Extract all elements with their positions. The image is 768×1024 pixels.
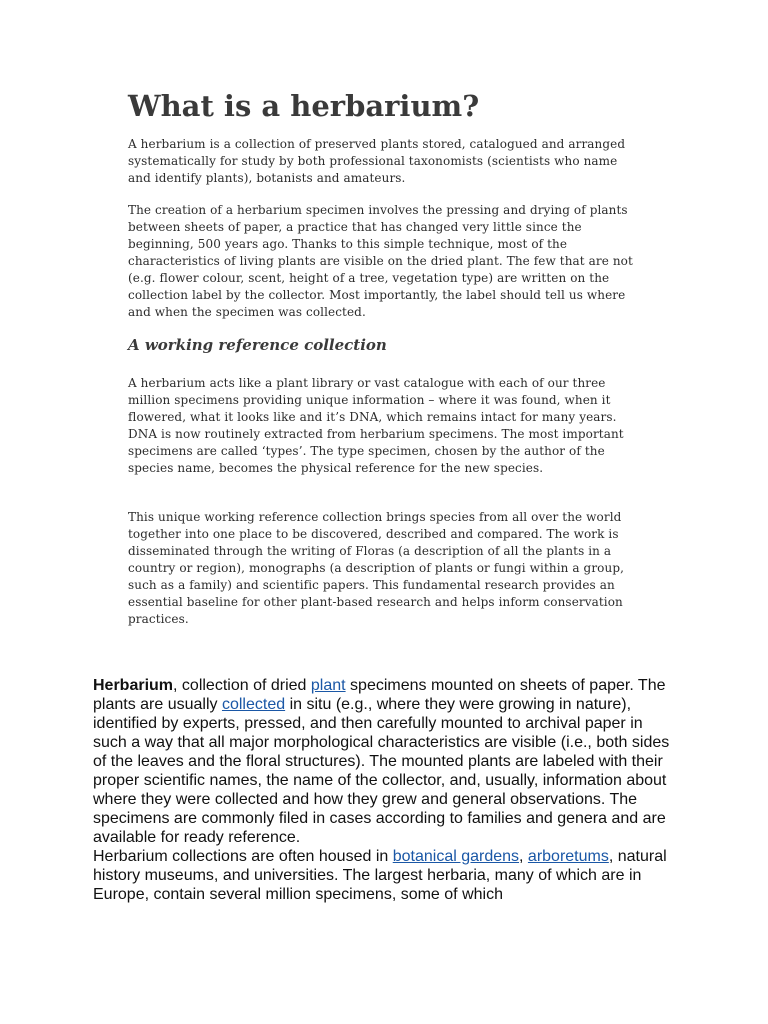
link-botanical-gardens[interactable]: botanical gardens xyxy=(392,848,520,865)
term-herbarium: Herbarium xyxy=(93,677,174,694)
specimen-creation-paragraph: The creation of a herbarium specimen involves the pressing and drying of plants between sheets of paper, a practice that has changed very little since the beginning, 500 years ago. Thanks to this simple technique, most of the characteristics of living plants are visible on the dried plant. The few that are not (e.g. flower colour, scent, height of a tree, vegetation type) are written on the collection label by the collector. Most importantly, the label should tell us where and when the specimen was collected. xyxy=(128,203,633,319)
text-span: in situ (e.g., where they were growing in nature), identified by experts, pressed, and then carefully mounted to archival paper in such a way that all major morphological characteristics are visible (i.e., both sides of the leaves and the floral structures). The mounted plants are labeled with their proper scientific names, the name of the collector, and, usually, information about where they were collected and how they grew and general observations. The specimens are commonly filed in cases according to families and genera and are available for ready reference. xyxy=(93,696,670,846)
link-plant[interactable]: plant xyxy=(310,677,346,694)
section-subheading: A working reference collection xyxy=(128,336,387,354)
link-arboretums[interactable]: arboretums xyxy=(527,848,609,865)
page-title: What is a herbarium? xyxy=(128,89,480,123)
text-span: specimens mounted on sheets of paper. The plants are usually xyxy=(93,677,666,713)
encyclopedia-paragraph-2 xyxy=(93,847,673,904)
reference-collection-paragraph: This unique working reference collection brings species from all over the world together into one place to be discovered, described and compared. The work is disseminated through the writing of Floras (a description of all the plants in a country or region), monographs (a description of plants or fungi within a group, such as a family) and scientific papers. This fundamental research provides an essential baseline for other plant-based research and helps inform conservation practices. xyxy=(128,510,625,626)
encyclopedia-paragraph-1 xyxy=(93,676,673,847)
plant-library-paragraph: A herbarium acts like a plant library or vast catalogue with each of our three million specimens providing unique information – where it was found, when it flowered, what it looks like and it’s DNA, which remains intact for many years. DNA is now routinely extracted from herbarium specimens. The most important specimens are called ‘types’. The type specimen, chosen by the author of the species name, becomes the physical reference for the new species. xyxy=(128,376,624,475)
link-collected[interactable]: collected xyxy=(221,696,286,713)
encyclopedia-excerpt xyxy=(93,676,673,904)
text-span: Herbarium collections are often housed in xyxy=(93,848,393,865)
text-span: , xyxy=(519,848,528,865)
intro-paragraph: A herbarium is a collection of preserved plants stored, catalogued and arranged systematically for study by both professional taxonomists (scientists who name and identify plants), botanists and amateurs. xyxy=(128,137,626,185)
text-span: , natural history museums, and universities. The largest herbaria, many of which are in Europe, contain several million specimens, some of which xyxy=(93,848,667,903)
text-span: , collection of dried xyxy=(173,677,311,694)
